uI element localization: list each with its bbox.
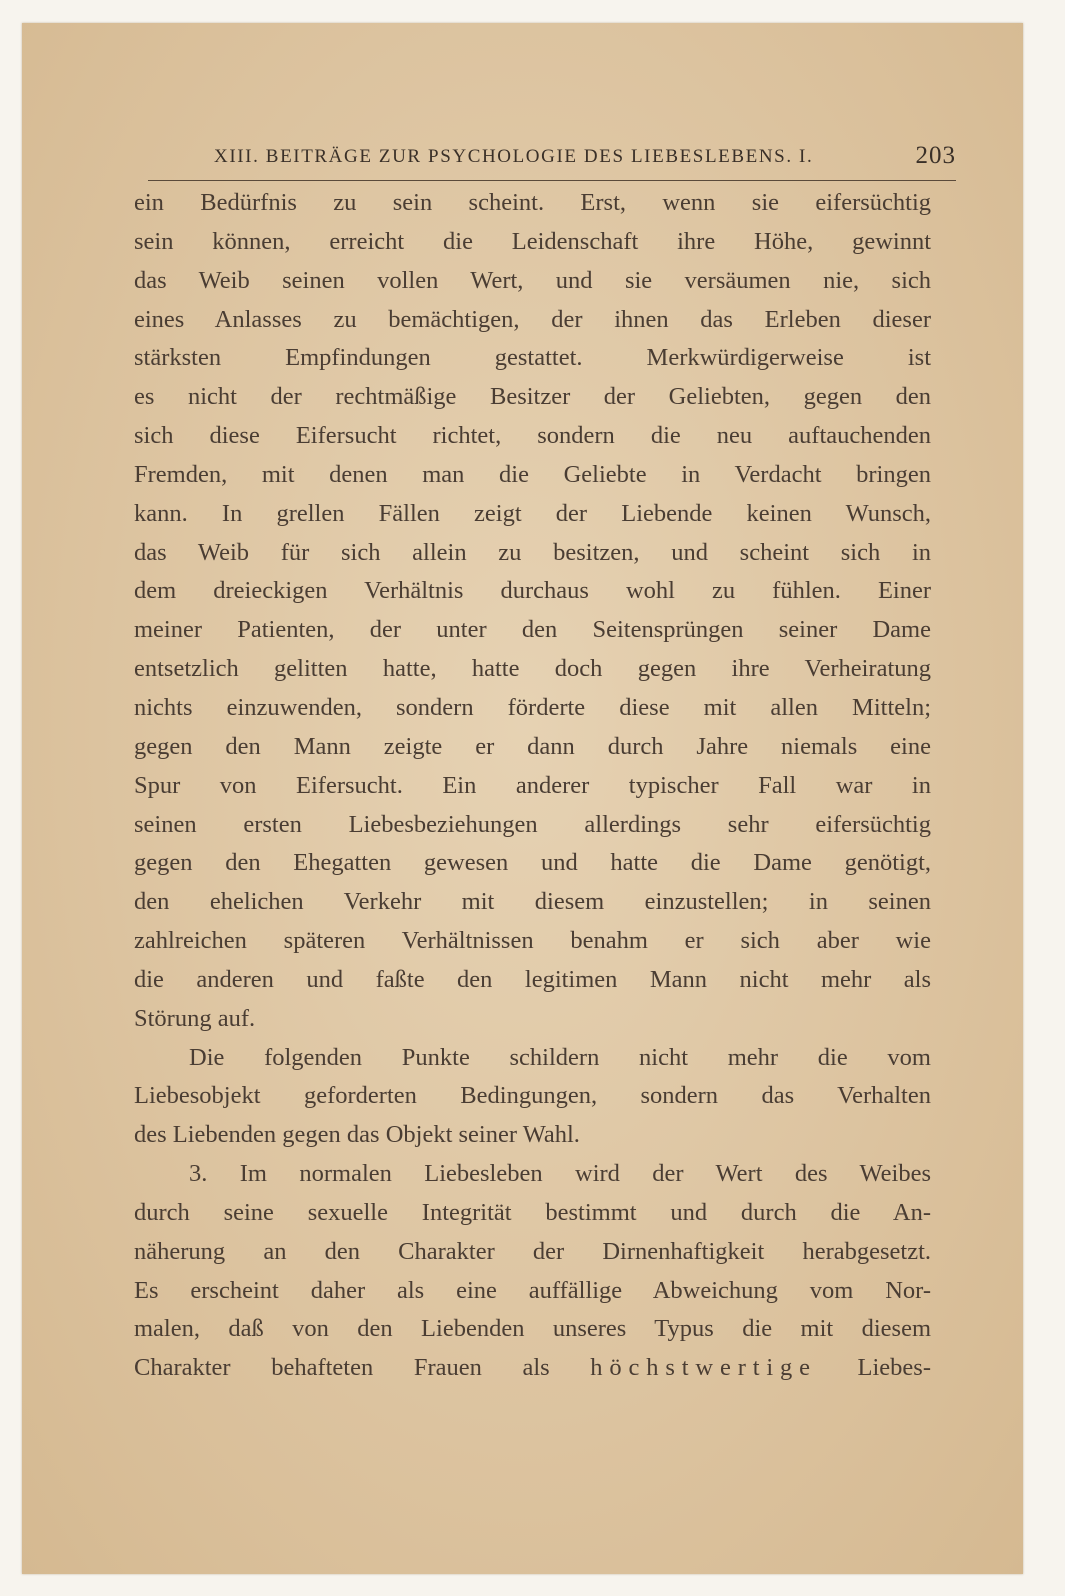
text-line: den ehelichen Verkehr mit diesem einzustellen; in seinen [134,888,931,916]
body-text [134,184,931,1388]
emphasized-word: höchstwertige [590,1354,817,1382]
text-line: zahlreichen späteren Verhältnissen benahm er sich aber wie [134,927,931,955]
page-number: 203 [915,142,956,169]
text-line: sich diese Eifersucht richtet, sondern die neu auftauchenden [134,422,931,450]
text-line: des Liebenden gegen das Objekt seiner Wahl. [134,1121,580,1149]
text-line-last [134,1349,931,1388]
text-line: sein können, erreicht die Leidenschaft ihre Höhe, gewinnt [134,227,931,255]
text-line: seinen ersten Liebesbeziehungen allerdings sehr eifersüchtig [134,810,931,838]
text-line: es nicht der rechtmäßige Besitzer der Geliebten, gegen den [134,383,931,411]
text-line: näherung an den Charakter der Dirnenhaftigkeit herabgesetzt. [134,1237,931,1265]
text-line: malen, daß von den Liebenden unseres Typus die mit diesem [134,1315,931,1343]
last-line-suffix: Liebes- [857,1354,931,1382]
text-line: Die folgenden Punkte schildern nicht mehr die vom [189,1043,931,1071]
text-line: gegen den Ehegatten gewesen und hatte die Dame genötigt, [134,849,931,877]
text-line: 3. Im normalen Liebesleben wird der Wert des Weibes [189,1160,931,1188]
last-line-prefix: Charakter behafteten Frauen als [134,1354,550,1382]
text-line: Liebesobjekt geforderten Bedingungen, sondern das Verhalten [134,1082,931,1110]
text-line: das Weib für sich allein zu besitzen, und scheint sich in [134,538,931,566]
text-line: Störung auf. [134,1004,256,1032]
text-line: nichts einzuwenden, sondern förderte diese mit allen Mitteln; [134,693,931,721]
text-line: ein Bedürfnis zu sein scheint. Erst, wenn sie eifersüchtig [134,189,931,216]
text-line: Spur von Eifersucht. Ein anderer typischer Fall war in [134,771,931,799]
text-line: dem dreieckigen Verhältnis durchaus wohl zu fühlen. Einer [134,577,931,605]
text-line: das Weib seinen vollen Wert, und sie versäumen nie, sich [134,266,931,294]
text-line: durch seine sexuelle Integrität bestimmt und durch die An- [134,1198,931,1226]
text-line: die anderen und faßte den legitimen Mann nicht mehr als [134,965,931,993]
text-line: kann. In grellen Fällen zeigt der Liebende keinen Wunsch, [134,499,931,527]
text-line: gegen den Mann zeigte er dann durch Jahre niemals eine [134,732,931,760]
text-line: eines Anlasses zu bemächtigen, der ihnen das Erleben dieser [134,305,931,333]
running-head: XIII. BEITRÄGE ZUR PSYCHOLOGIE DES LIEBESLEBENS. I. [214,146,814,167]
text-line: stärksten Empfindungen gestattet. Merkwürdigerweise ist [134,344,931,372]
text-line: Fremden, mit denen man die Geliebte in Verdacht bringen [134,460,931,488]
page-header [148,144,956,181]
text-line: Es erscheint daher als eine auffällige Abweichung vom Nor- [134,1276,931,1304]
text-line: meiner Patienten, der unter den Seitensprüngen seiner Dame [134,616,931,644]
text-line: entsetzlich gelitten hatte, hatte doch gegen ihre Verheiratung [134,655,931,683]
